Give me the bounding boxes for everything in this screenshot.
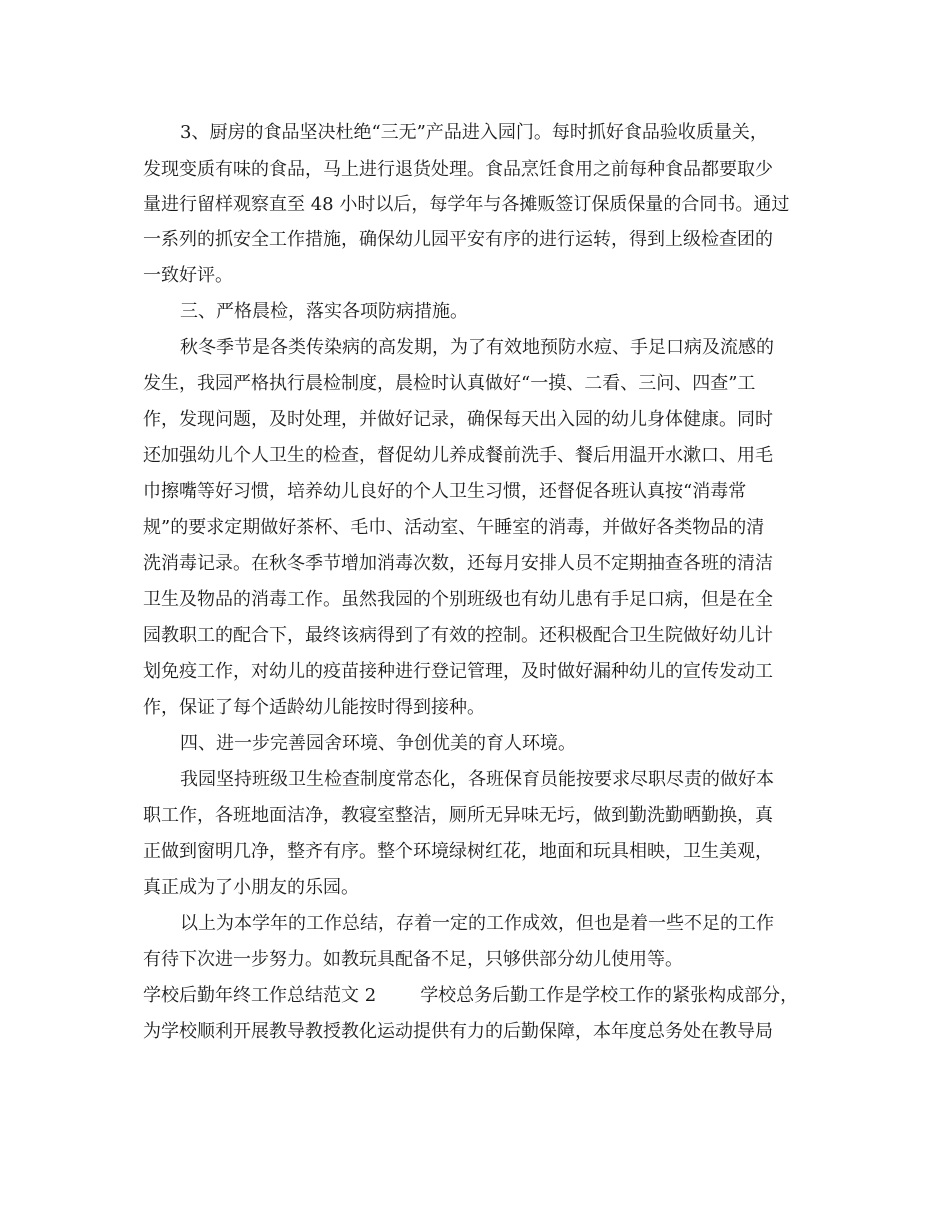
paragraph-line: 有待下次进一步努力。如教玩具配备不足，只够供部分幼儿使用等。 bbox=[143, 949, 683, 970]
section-title-line bbox=[143, 984, 798, 1008]
paragraph-line: 3、厨房的食品坚决杜绝“三无”产品进入园门。每时抓好食品验收质量关， bbox=[180, 122, 768, 143]
paragraph-line: 我园坚持班级卫生检查制度常态化，各班保育员能按要求尽职尽责的做好本 bbox=[180, 769, 774, 790]
section-title: 学校后勤年终工作总结范文 2 bbox=[143, 985, 377, 1006]
paragraph-line: 还加强幼儿个人卫生的检查，督促幼儿养成餐前洗手、餐后用温开水漱口、用毛 bbox=[143, 445, 773, 466]
paragraph-line: 发生，我园严格执行晨检制度，晨检时认真做好“一摸、二看、三问、四查”工 bbox=[143, 373, 756, 394]
paragraph-line: 一致好评。 bbox=[143, 265, 233, 286]
section-intro: 学校总务后勤工作是学校工作的紧张构成部分， bbox=[420, 985, 799, 1006]
paragraph-line: 为学校顺利开展教导教授教化运动提供有力的后勤保障，本年度总务处在教导局 bbox=[143, 1021, 773, 1042]
section-heading: 四、进一步完善园舍环境、争创优美的育人环境。 bbox=[180, 733, 576, 754]
paragraph-line: 划免疫工作，对幼儿的疫苗接种进行登记管理，及时做好漏种幼儿的宣传发动工 bbox=[143, 661, 773, 682]
paragraph-line: 职工作，各班地面洁净，教寝室整洁，厕所无异味无圬，做到勤洗勤晒勤换，真 bbox=[143, 805, 773, 826]
paragraph-line: 洗消毒记录。在秋冬季节增加消毒次数，还每月安排人员不定期抽查各班的清洁 bbox=[143, 553, 773, 574]
section-heading: 三、严格晨检，落实各项防病措施。 bbox=[180, 301, 468, 322]
paragraph-line: 秋冬季节是各类传染病的高发期，为了有效地预防水痘、手足口病及流感的 bbox=[180, 337, 774, 358]
paragraph-line: 作，保证了每个适龄幼儿能按时得到接种。 bbox=[143, 697, 485, 718]
paragraph-line: 巾擦嘴等好习惯，培养幼儿良好的个人卫生习惯，还督促各班认真按“消毒常 bbox=[143, 481, 747, 502]
paragraph-line: 规”的要求定期做好茶杯、毛巾、活动室、午睡室的消毒，并做好各类物品的清 bbox=[143, 517, 765, 538]
paragraph-line: 真正成为了小朋友的乐园。 bbox=[143, 877, 359, 898]
paragraph-line: 正做到窗明几净，整齐有序。整个环境绿树红花，地面和玩具相映，卫生美观， bbox=[143, 841, 773, 862]
paragraph-line: 卫生及物品的消毒工作。虽然我园的个别班级也有幼儿患有手足口病，但是在全 bbox=[143, 589, 773, 610]
paragraph-line: 一系列的抓安全工作措施，确保幼儿园平安有序的进行运转，得到上级检查团的 bbox=[143, 229, 773, 250]
paragraph-line: 量进行留样观察直至 48 小时以后，每学年与各摊贩签订保质保量的合同书。通过 bbox=[143, 194, 790, 215]
paragraph-line: 以上为本学年的工作总结，存着一定的工作成效，但也是着一些不足的工作 bbox=[180, 913, 774, 934]
paragraph-line: 作，发现问题，及时处理，并做好记录，确保每天出入园的幼儿身体健康。同时 bbox=[143, 409, 773, 430]
paragraph-line: 发现变质有味的食品，马上进行退货处理。食品烹饪食用之前每种食品都要取少 bbox=[143, 159, 773, 180]
paragraph-line: 园教职工的配合下，最终该病得到了有效的控制。还积极配合卫生院做好幼儿计 bbox=[143, 625, 773, 646]
